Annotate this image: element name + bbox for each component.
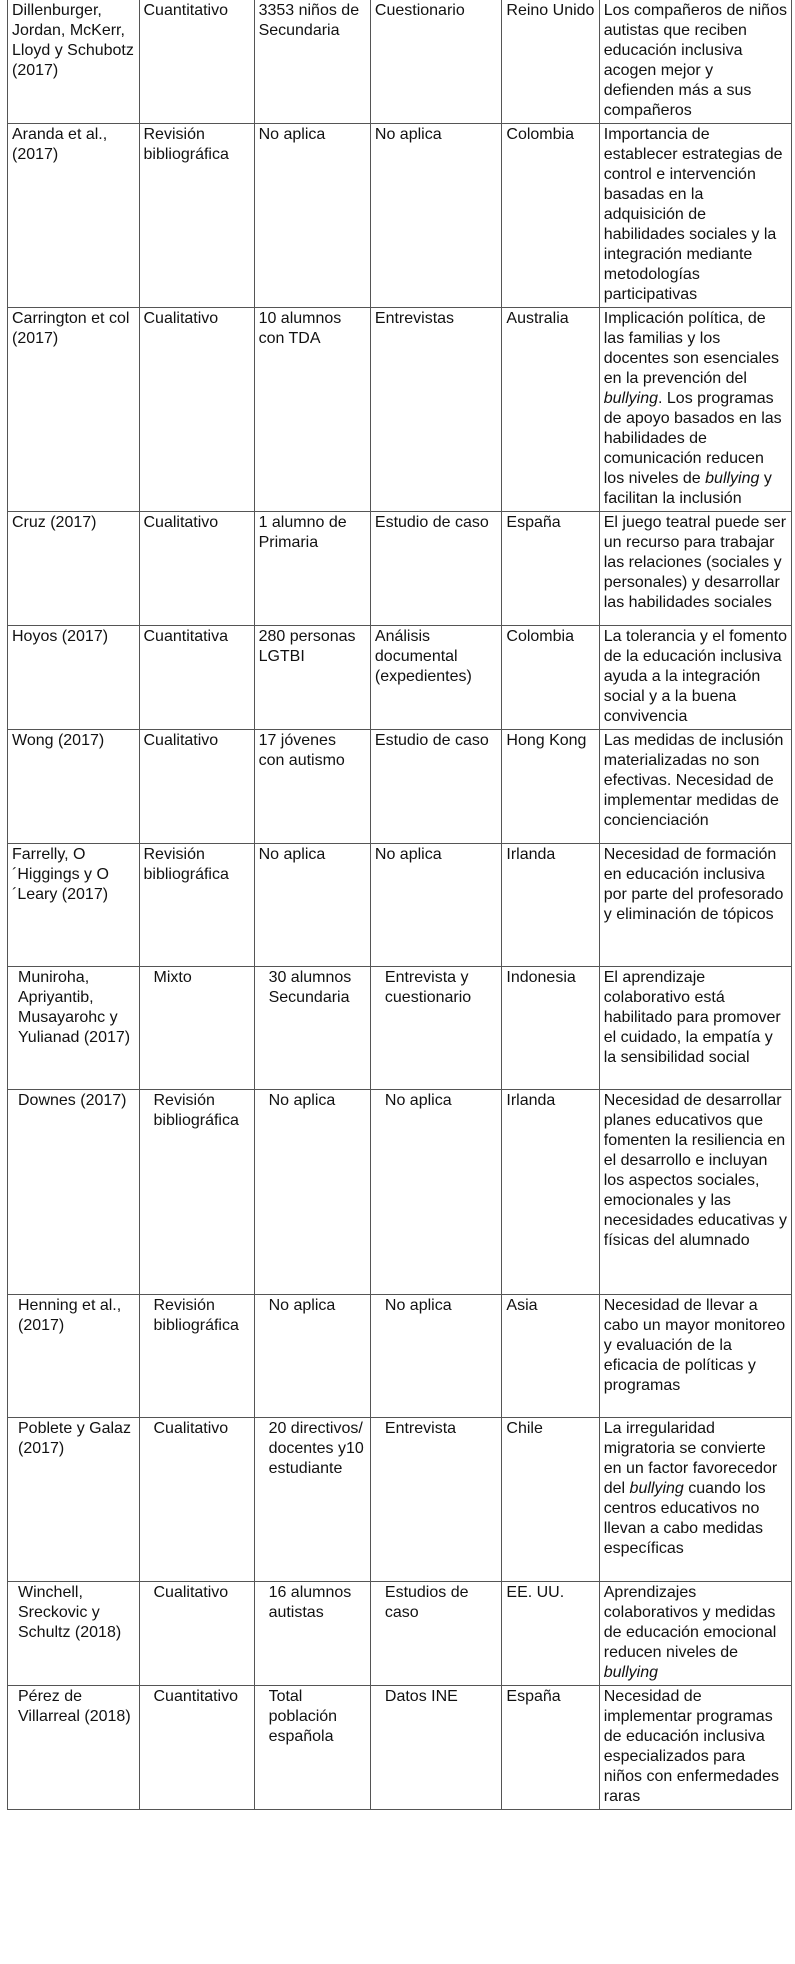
table-row: [8, 1418, 792, 1582]
author-cell: Farrelly, O´Higgings y O´Leary (2017): [8, 844, 140, 967]
study-type-cell: Revisión bibliográfica: [139, 844, 254, 967]
instrument-cell: Entrevistas: [370, 308, 502, 512]
sample-cell: No aplica: [254, 124, 370, 308]
result-cell: [599, 308, 791, 512]
table-row: [8, 512, 792, 626]
result-cell: Importancia de establecer estrategias de control e intervención basadas en la adquisición de habilidades sociales y la integración mediante metodologías participativas: [599, 124, 791, 308]
sample-cell: 30 alumnos Secundaria: [254, 967, 370, 1090]
study-type-cell: Cualitativo: [139, 308, 254, 512]
result-cell: El aprendizaje colaborativo está habilitado para promover el cuidado, la empatía y la sensibilidad social: [599, 967, 791, 1090]
country-cell: Irlanda: [502, 844, 599, 967]
instrument-cell: No aplica: [370, 124, 502, 308]
instrument-cell: Entrevista: [370, 1418, 502, 1582]
table-row: [8, 1686, 792, 1810]
result-emphasis: bullying: [705, 470, 760, 487]
result-emphasis: bullying: [629, 1480, 684, 1497]
author-cell: Wong (2017): [8, 730, 140, 844]
instrument-cell: No aplica: [370, 1090, 502, 1295]
country-cell: Indonesia: [502, 967, 599, 1090]
country-cell: Colombia: [502, 626, 599, 730]
sample-cell: 16 alumnos autistas: [254, 1582, 370, 1686]
result-cell: Necesidad de desarrollar planes educativos que fomenten la resiliencia en el desarrollo e incluyan los aspectos sociales, emocionales y las necesidades educativas y físicas del alumnado: [599, 1090, 791, 1295]
country-cell: España: [502, 512, 599, 626]
author-cell: Henning et al., (2017): [8, 1295, 140, 1418]
result-cell: Necesidad de implementar programas de educación inclusiva especializados para niños con enfermedades raras: [599, 1686, 791, 1810]
author-cell: Dillenburger, Jordan, McKerr, Lloyd y Schubotz (2017): [8, 0, 140, 124]
table-row: [8, 1090, 792, 1295]
result-text: cuando los centros educativos no llevan a cabo medidas específicas: [603, 1480, 766, 1557]
author-cell: Downes (2017): [8, 1090, 140, 1295]
author-cell: Hoyos (2017): [8, 626, 140, 730]
table-row: [8, 967, 792, 1090]
instrument-cell: Entrevista y cuestionario: [370, 967, 502, 1090]
country-cell: EE. UU.: [502, 1582, 599, 1686]
study-type-cell: Cualitativo: [139, 730, 254, 844]
author-cell: Aranda et al., (2017): [8, 124, 140, 308]
study-type-cell: Revisión bibliográfica: [139, 124, 254, 308]
sample-cell: No aplica: [254, 1090, 370, 1295]
table-row: [8, 308, 792, 512]
result-cell: El juego teatral puede ser un recurso para trabajar las relaciones (sociales y personales) y desarrollar las habilidades sociales: [599, 512, 791, 626]
result-emphasis: bullying: [603, 1664, 659, 1681]
table-row: [8, 1295, 792, 1418]
result-text: y facilitan la inclusión: [603, 470, 772, 507]
table-row: [8, 124, 792, 308]
author-cell: Cruz (2017): [8, 512, 140, 626]
result-text: Aprendizajes colaborativos y medidas de educación emocional reducen niveles de: [603, 1584, 777, 1661]
country-cell: España: [502, 1686, 599, 1810]
author-cell: Carrington et col (2017): [8, 308, 140, 512]
result-cell: Los compañeros de niños autistas que reciben educación inclusiva acogen mejor y defienden más a sus compañeros: [599, 0, 791, 124]
country-cell: Irlanda: [502, 1090, 599, 1295]
study-type-cell: Cualitativo: [139, 1582, 254, 1686]
country-cell: Asia: [502, 1295, 599, 1418]
sample-cell: No aplica: [254, 1295, 370, 1418]
study-type-cell: Cuantitativo: [139, 1686, 254, 1810]
study-type-cell: Cuantitativo: [139, 0, 254, 124]
instrument-cell: Cuestionario: [370, 0, 502, 124]
sample-cell: No aplica: [254, 844, 370, 967]
result-cell: Necesidad de formación en educación inclusiva por parte del profesorado y eliminación de tópicos: [599, 844, 791, 967]
study-type-cell: Cuantitativa: [139, 626, 254, 730]
author-cell: Pérez de Villarreal (2018): [8, 1686, 140, 1810]
studies-table: [7, 0, 792, 1810]
country-cell: Australia: [502, 308, 599, 512]
table-row: [8, 1582, 792, 1686]
country-cell: Colombia: [502, 124, 599, 308]
author-cell: Muniroha, Apriyantib, Musayarohc y Yulianad (2017): [8, 967, 140, 1090]
study-type-cell: Cualitativo: [139, 512, 254, 626]
instrument-cell: No aplica: [370, 1295, 502, 1418]
result-cell: [599, 1582, 791, 1686]
instrument-cell: No aplica: [370, 844, 502, 967]
result-cell: Necesidad de llevar a cabo un mayor monitoreo y evaluación de la eficacia de políticas y programas: [599, 1295, 791, 1418]
sample-cell: Total población española: [254, 1686, 370, 1810]
country-cell: Hong Kong: [502, 730, 599, 844]
result-text: Implicación política, de las familias y los docentes son esenciales en la prevención del: [603, 310, 779, 387]
sample-cell: 1 alumno de Primaria: [254, 512, 370, 626]
table-row: [8, 730, 792, 844]
author-cell: Winchell, Sreckovic y Schultz (2018): [8, 1582, 140, 1686]
instrument-cell: Estudios de caso: [370, 1582, 502, 1686]
sample-cell: 10 alumnos con TDA: [254, 308, 370, 512]
instrument-cell: Estudio de caso: [370, 512, 502, 626]
table-row: [8, 844, 792, 967]
table-row: [8, 0, 792, 124]
table-row: [8, 626, 792, 730]
study-type-cell: Cualitativo: [139, 1418, 254, 1582]
study-type-cell: Mixto: [139, 967, 254, 1090]
instrument-cell: Análisis documental (expedientes): [370, 626, 502, 730]
study-type-cell: Revisión bibliográfica: [139, 1295, 254, 1418]
result-cell: [599, 1418, 791, 1582]
result-emphasis: bullying: [603, 390, 659, 407]
result-cell: La tolerancia y el fomento de la educación inclusiva ayuda a la integración social y a la buena convivencia: [599, 626, 791, 730]
sample-cell: 17 jóvenes con autismo: [254, 730, 370, 844]
author-cell: Poblete y Galaz (2017): [8, 1418, 140, 1582]
instrument-cell: Estudio de caso: [370, 730, 502, 844]
result-text: La irregularidad migratoria se convierte en un factor favorecedor del: [603, 1420, 778, 1497]
instrument-cell: Datos INE: [370, 1686, 502, 1810]
result-text: . Los programas de apoyo basados en las habilidades de comunicación reducen los niveles de: [603, 390, 782, 487]
sample-cell: 20 directivos/ docentes y10 estudiante: [254, 1418, 370, 1582]
sample-cell: 3353 niños de Secundaria: [254, 0, 370, 124]
result-cell: Las medidas de inclusión materializadas no son efectivas. Necesidad de implementar medidas de concienciación: [599, 730, 791, 844]
country-cell: Chile: [502, 1418, 599, 1582]
country-cell: Reino Unido: [502, 0, 599, 124]
sample-cell: 280 personas LGTBI: [254, 626, 370, 730]
study-type-cell: Revisión bibliográfica: [139, 1090, 254, 1295]
